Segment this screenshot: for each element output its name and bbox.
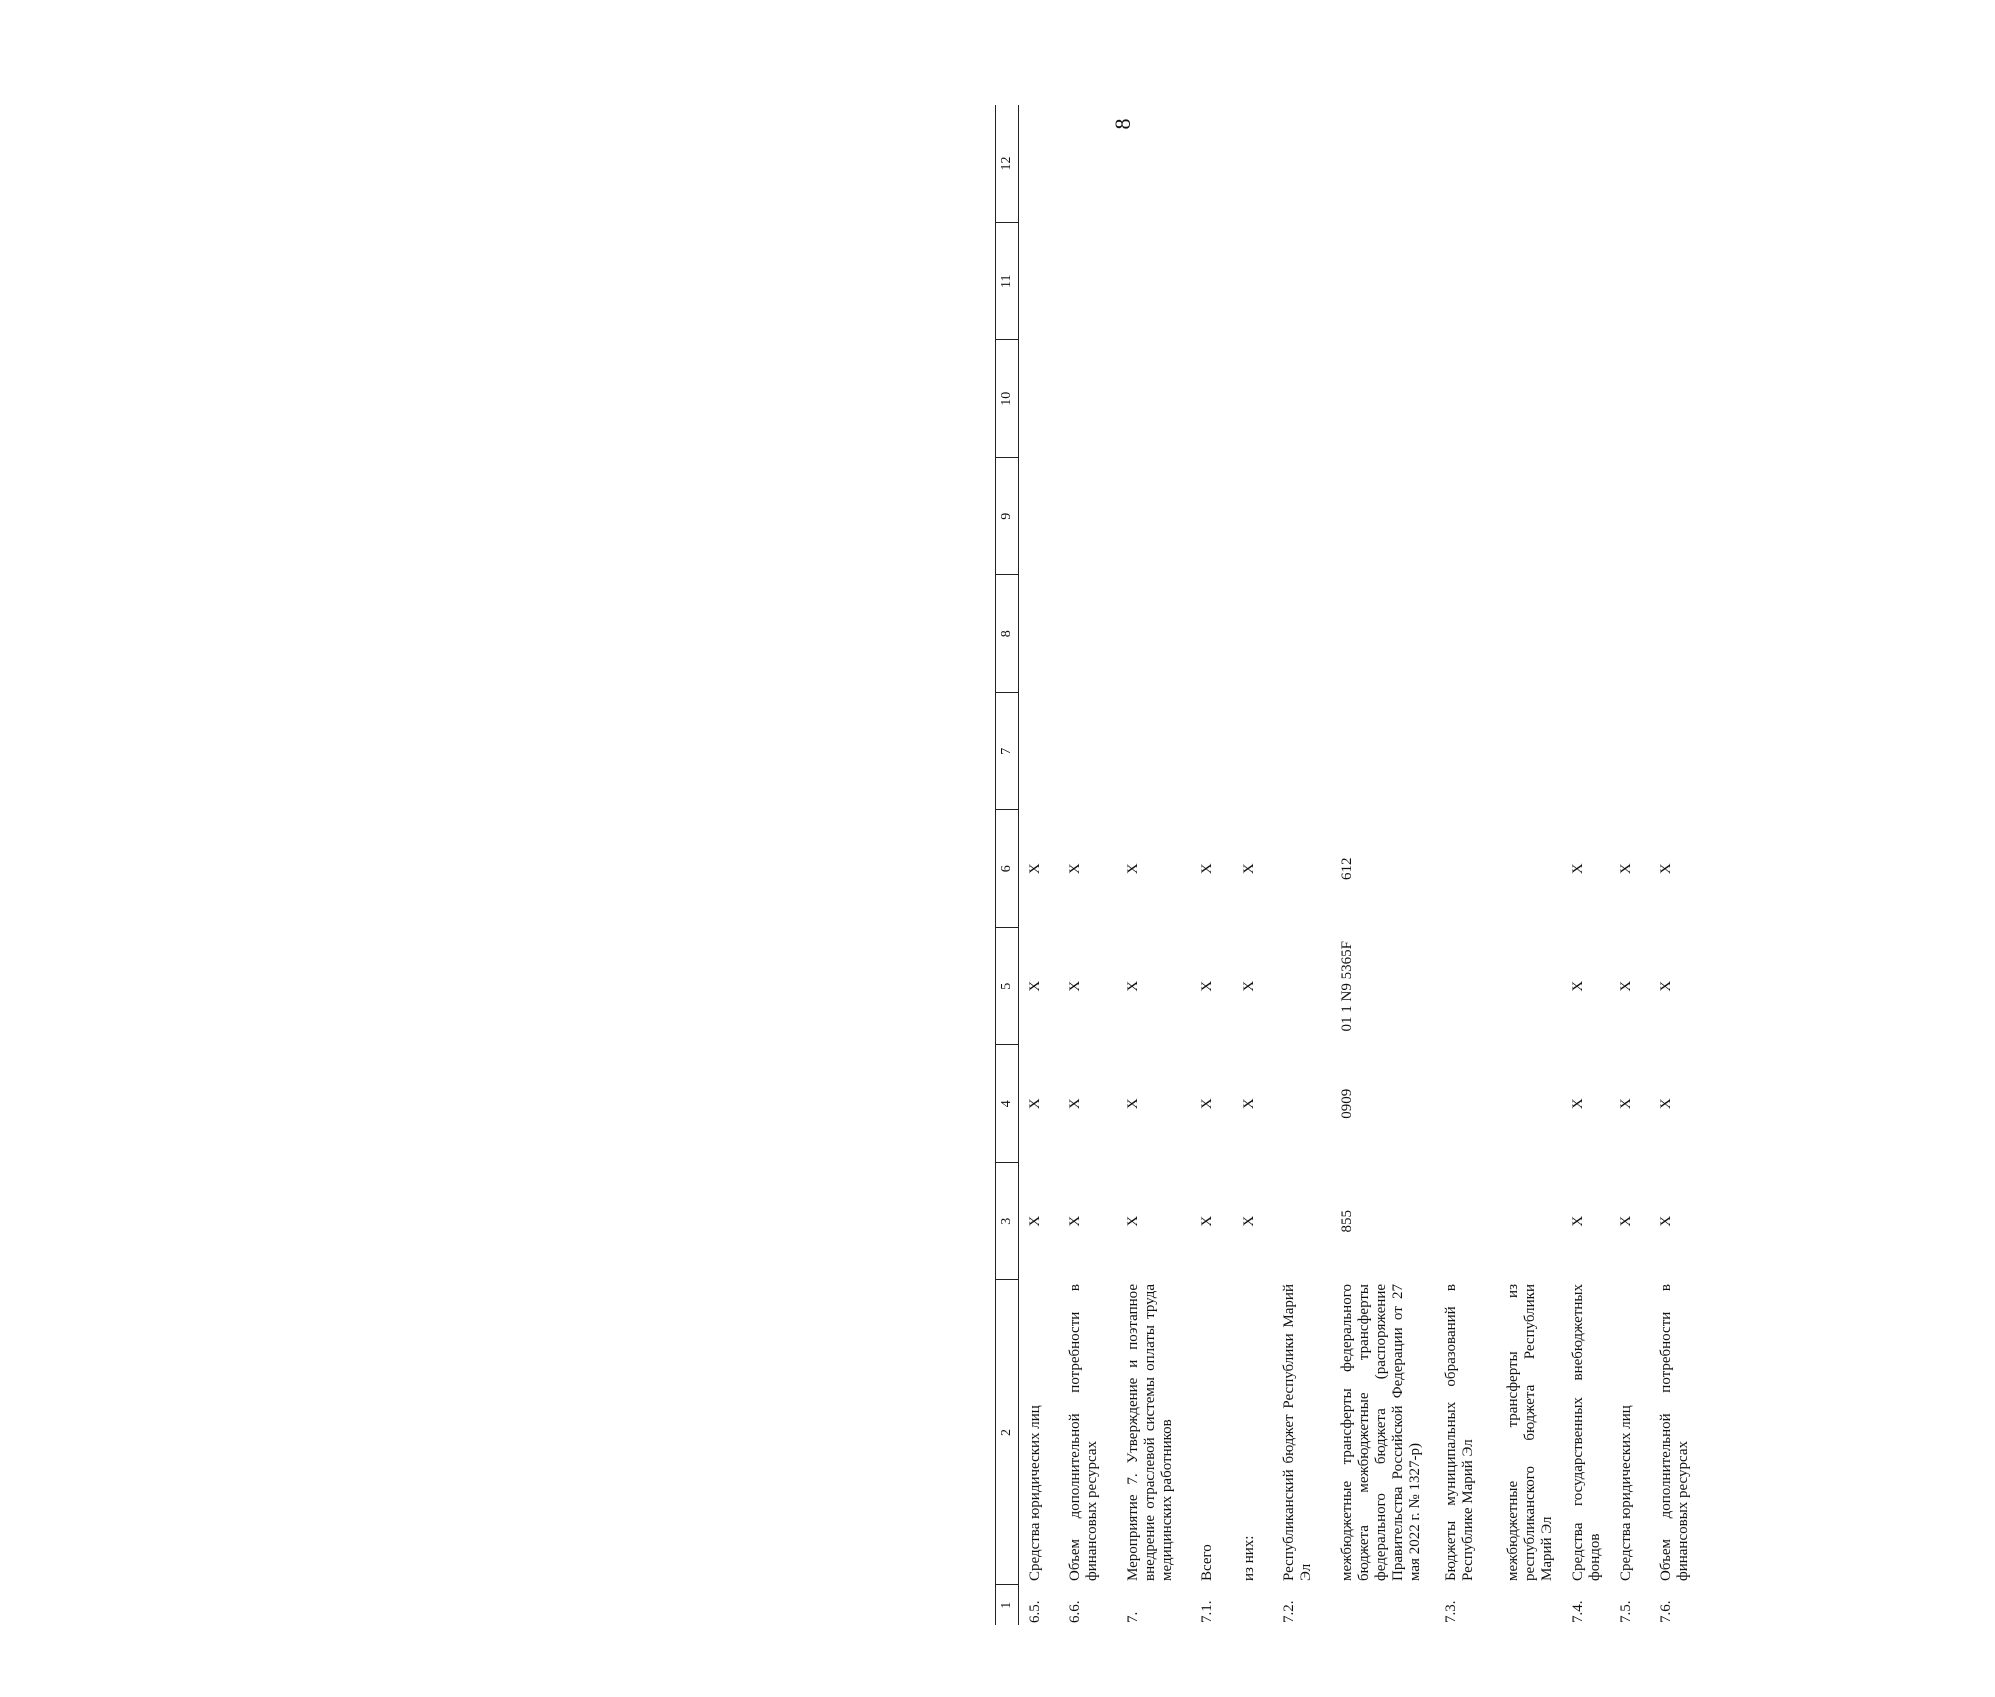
cell-c3 <box>1273 1163 1331 1281</box>
cell-c3 <box>1435 1163 1497 1281</box>
cell-c11 <box>1019 223 1059 341</box>
cell-c10 <box>1497 340 1562 458</box>
cell-c12 <box>1435 105 1497 223</box>
cell-c10 <box>1233 340 1273 458</box>
cell-c5 <box>1273 928 1331 1046</box>
cell-c10 <box>1273 340 1331 458</box>
cell-c9 <box>1610 458 1650 576</box>
cell-c3: Х <box>1124 1215 1141 1227</box>
cell-c3: 855 <box>1338 1210 1355 1233</box>
cell-c6 <box>1273 810 1331 928</box>
column-header-3: 3 <box>996 1163 1019 1281</box>
cell-c8 <box>1650 575 1708 693</box>
cell-c4: Х <box>1124 1098 1141 1110</box>
cell-c11 <box>1191 223 1233 341</box>
cell-c12 <box>1610 105 1650 223</box>
column-header-7: 7 <box>996 693 1019 811</box>
cell-c6: Х <box>1198 863 1215 875</box>
cell-c12 <box>1650 105 1708 223</box>
row-number <box>1497 1585 1562 1625</box>
cell-c3 <box>1497 1163 1562 1281</box>
cell-c8 <box>1610 575 1650 693</box>
cell-c11 <box>1273 223 1331 341</box>
row-number: 7.2. <box>1280 1600 1297 1623</box>
cell-c9 <box>1331 458 1435 576</box>
cell-c10 <box>1562 340 1610 458</box>
cell-c8 <box>1117 575 1191 693</box>
cell-c5: Х <box>1240 980 1257 992</box>
cell-c4: Х <box>1027 1098 1043 1110</box>
cell-c10 <box>1610 340 1650 458</box>
row-number: 7.3. <box>1442 1600 1459 1623</box>
row-description: Бюджеты муниципальных образований в Республике Марий Эл <box>1442 1284 1476 1581</box>
cell-c9 <box>1191 458 1233 576</box>
cell-c3: Х <box>1198 1215 1215 1227</box>
cell-c10 <box>1117 340 1191 458</box>
cell-c8 <box>1497 575 1562 693</box>
cell-c9 <box>1562 458 1610 576</box>
cell-c5: Х <box>1198 980 1215 992</box>
row-number: 6.5. <box>1027 1600 1043 1623</box>
row-number <box>1331 1585 1435 1625</box>
cell-c12 <box>1233 105 1273 223</box>
cell-c9 <box>1435 458 1497 576</box>
cell-c5 <box>1435 928 1497 1046</box>
cell-c5: Х <box>1569 980 1586 992</box>
row-description: Объем дополнительной потребности в финансовых ресурсах <box>1657 1284 1691 1581</box>
cell-c5: Х <box>1657 980 1674 992</box>
column-header-1: 1 <box>996 1585 1019 1625</box>
column-header-5: 5 <box>996 928 1019 1046</box>
cell-c11 <box>1650 223 1708 341</box>
cell-c4: 0909 <box>1338 1088 1355 1119</box>
row-number <box>1233 1585 1273 1625</box>
cell-c7 <box>1117 693 1191 811</box>
cell-c4: Х <box>1617 1098 1634 1110</box>
cell-c12 <box>1059 105 1117 223</box>
row-number: 7. <box>1124 1611 1141 1623</box>
cell-c7 <box>1562 693 1610 811</box>
cell-c5: Х <box>1124 980 1141 992</box>
row-description: Средства юридических лиц <box>1617 1405 1634 1581</box>
cell-c7 <box>1059 693 1117 811</box>
cell-c9 <box>1233 458 1273 576</box>
row-description: Всего <box>1198 1544 1215 1581</box>
cell-c7 <box>1331 693 1435 811</box>
cell-c7 <box>1497 693 1562 811</box>
cell-c8 <box>1019 575 1059 693</box>
table-row <box>1191 105 1233 1625</box>
cell-c7 <box>1233 693 1273 811</box>
table-row <box>1117 105 1191 1625</box>
table-row <box>1562 105 1610 1625</box>
cell-c12 <box>1562 105 1610 223</box>
cell-c3: Х <box>1569 1215 1586 1227</box>
cell-c6 <box>1435 810 1497 928</box>
cell-c7 <box>1435 693 1497 811</box>
cell-c6: Х <box>1066 863 1083 875</box>
cell-c5: Х <box>1066 980 1083 992</box>
column-header-6: 6 <box>996 810 1019 928</box>
cell-c4: Х <box>1657 1098 1674 1110</box>
column-header-9: 9 <box>996 458 1019 576</box>
cell-c6: Х <box>1240 863 1257 875</box>
cell-c12 <box>1191 105 1233 223</box>
cell-c9 <box>1650 458 1708 576</box>
cell-c12 <box>1019 105 1059 223</box>
column-header-12: 12 <box>996 105 1019 223</box>
row-description: Средства юридических лиц <box>1027 1405 1043 1581</box>
budget-table <box>995 105 1708 1625</box>
cell-c10 <box>1435 340 1497 458</box>
cell-c4 <box>1435 1045 1497 1163</box>
cell-c3: Х <box>1066 1215 1083 1227</box>
cell-c10 <box>1019 340 1059 458</box>
header-row <box>996 105 1019 1625</box>
table-row <box>1019 105 1059 1625</box>
cell-c6: Х <box>1124 863 1141 875</box>
cell-c7 <box>1273 693 1331 811</box>
cell-c6: Х <box>1027 863 1043 875</box>
row-number: 7.5. <box>1617 1600 1634 1623</box>
table-row <box>1273 105 1331 1625</box>
table-row <box>1610 105 1650 1625</box>
cell-c7 <box>1610 693 1650 811</box>
cell-c6: 612 <box>1338 857 1355 880</box>
cell-c3: Х <box>1027 1215 1043 1227</box>
row-number: 6.6. <box>1066 1600 1083 1623</box>
table-header <box>996 105 1019 1625</box>
column-header-2: 2 <box>996 1280 1019 1585</box>
cell-c8 <box>1562 575 1610 693</box>
cell-c12 <box>1117 105 1191 223</box>
page-number: 8 <box>1110 118 1135 130</box>
cell-c6: Х <box>1657 863 1674 875</box>
table-row <box>1650 105 1708 1625</box>
table-row <box>1059 105 1117 1625</box>
cell-c8 <box>1059 575 1117 693</box>
cell-c6: Х <box>1569 863 1586 875</box>
table-row <box>1331 105 1435 1625</box>
cell-c11 <box>1117 223 1191 341</box>
cell-c4 <box>1273 1045 1331 1163</box>
cell-c8 <box>1273 575 1331 693</box>
row-number: 7.4. <box>1569 1600 1586 1623</box>
cell-c3: Х <box>1617 1215 1634 1227</box>
cell-c12 <box>1497 105 1562 223</box>
cell-c3: Х <box>1240 1215 1257 1227</box>
cell-c11 <box>1233 223 1273 341</box>
row-number: 7.1. <box>1198 1600 1215 1623</box>
cell-c5: Х <box>1027 980 1043 992</box>
cell-c6 <box>1497 810 1562 928</box>
cell-c9 <box>1059 458 1117 576</box>
row-description: Объем дополнительной потребности в финансовых ресурсах <box>1066 1284 1100 1581</box>
cell-c7 <box>1191 693 1233 811</box>
cell-c11 <box>1435 223 1497 341</box>
cell-c4 <box>1497 1045 1562 1163</box>
cell-c10 <box>1650 340 1708 458</box>
column-header-10: 10 <box>996 340 1019 458</box>
cell-c8 <box>1233 575 1273 693</box>
row-description: Республиканский бюджет Республики Марий Эл <box>1280 1284 1314 1581</box>
column-header-8: 8 <box>996 575 1019 693</box>
row-description: из них: <box>1240 1535 1257 1581</box>
cell-c5: 01 1 N9 5365F <box>1338 941 1355 1032</box>
cell-c5: Х <box>1617 980 1634 992</box>
table-body <box>1019 105 1708 1625</box>
cell-c11 <box>1331 223 1435 341</box>
cell-c9 <box>1019 458 1059 576</box>
table-row <box>1497 105 1562 1625</box>
cell-c5 <box>1497 928 1562 1046</box>
column-header-11: 11 <box>996 223 1019 341</box>
column-header-4: 4 <box>996 1045 1019 1163</box>
cell-c12 <box>1331 105 1435 223</box>
cell-c8 <box>1191 575 1233 693</box>
row-description: Средства государственных внебюджетных фондов <box>1569 1284 1603 1581</box>
cell-c10 <box>1331 340 1435 458</box>
cell-c8 <box>1435 575 1497 693</box>
cell-c7 <box>1019 693 1059 811</box>
cell-c7 <box>1650 693 1708 811</box>
cell-c9 <box>1497 458 1562 576</box>
cell-c10 <box>1059 340 1117 458</box>
rotated-sheet <box>995 105 1995 1625</box>
cell-c6: Х <box>1617 863 1634 875</box>
cell-c11 <box>1059 223 1117 341</box>
cell-c3: Х <box>1657 1215 1674 1227</box>
cell-c9 <box>1273 458 1331 576</box>
row-description: межбюджетные трансферты из республиканского бюджета Республики Марий Эл <box>1504 1284 1555 1581</box>
row-description: Мероприятие 7. Утверждение и поэтапное внедрение отраслевой системы оплаты труда медицинских работников <box>1124 1284 1175 1581</box>
table-row <box>1233 105 1273 1625</box>
table-row <box>1435 105 1497 1625</box>
cell-c11 <box>1610 223 1650 341</box>
cell-c4: Х <box>1240 1098 1257 1110</box>
cell-c10 <box>1191 340 1233 458</box>
cell-c11 <box>1497 223 1562 341</box>
cell-c4: Х <box>1066 1098 1083 1110</box>
cell-c4: Х <box>1198 1098 1215 1110</box>
cell-c8 <box>1331 575 1435 693</box>
cell-c11 <box>1562 223 1610 341</box>
row-description: межбюджетные трансферты федерального бюджета межбюджетные трансферты федерального бюджета (распоряжение Правительства Российской Федерации от 27 мая 2022 г. № 1327-р) <box>1338 1284 1423 1581</box>
cell-c4: Х <box>1569 1098 1586 1110</box>
row-number: 7.6. <box>1657 1600 1674 1623</box>
cell-c12 <box>1273 105 1331 223</box>
cell-c9 <box>1117 458 1191 576</box>
